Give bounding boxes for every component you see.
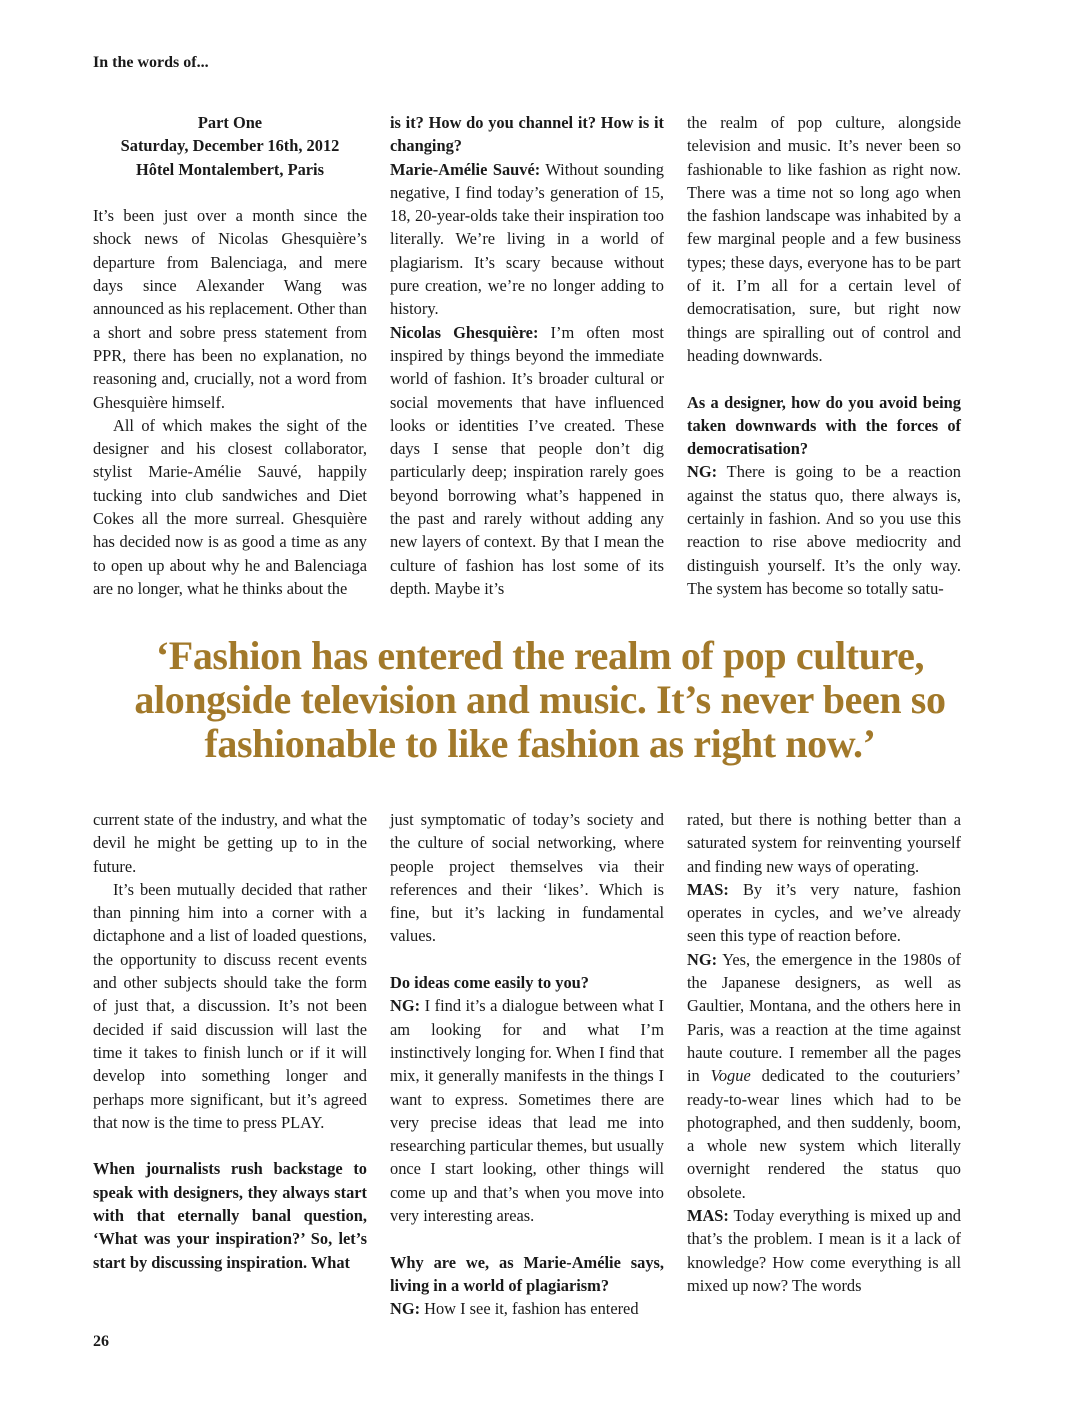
speaker-label: MAS:	[687, 1206, 729, 1226]
top-columns	[93, 111, 961, 600]
answer-text: By it’s very nature, fashion operates in cycles, and we’ve already seen this type of reaction before.	[687, 879, 961, 946]
answer-continuation: the realm of pop culture, alongside television and music. It’s never been so fashionable to like fashion as right now. There was a time not so long ago when the fashion landscape was inhabited by a few marginal people and a few business types; these days, everyone has to be part of it. I’m all for a certain level of democratisation, sure, but right now things are spiralling out of control and heading downwards.	[687, 113, 961, 365]
answer-paragraph	[390, 321, 664, 601]
heading-part: Part One	[197, 113, 263, 132]
question-continuation: is it? How do you channel it? How is it changing?	[390, 113, 664, 156]
top-column-2	[390, 111, 664, 600]
answer-text: Yes, the emergence in the 1980s of the Japanese designers, as well as Gaultier, Montana, and the others here in Paris, was a reaction at the time against haute couture. I remember all the pages in	[687, 949, 961, 1086]
heading-location: Hôtel Montalembert, Paris	[136, 159, 324, 179]
bottom-columns	[93, 808, 961, 1321]
pull-quote-line: alongside television and music. It’s never been so	[134, 677, 946, 722]
answer-paragraph	[687, 1204, 961, 1297]
intro-paragraph-1: It’s been just over a month since the shock news of Nicolas Ghesquière’s departure from Balenciaga, and mere days since Alexander Wang was announced as his replacement. Other than a short and sobre press statement from PPR, there has been no explanation, no reasoning and, crucially, not a word from Ghesquière himself.	[93, 206, 367, 412]
intro-paragraph-2: All of which makes the sight of the designer and his closest collaborator, stylist Marie-Amélie Sauvé, happily tucking into club sandwiches and Diet Cokes all the more surreal. Ghesquière has decided now is as good a time as any to open up about why he and Balenciaga are no longer, what he thinks about the	[93, 415, 367, 598]
speaker-label: Nicolas Ghesquière:	[390, 322, 539, 342]
answer-text: Without sounding negative, I find today’s generation of 15, 18, 20-year-olds take their inspiration too literally. We’re living in a world of plagiarism. It’s scary because without pure creation, we’re no longer adding to history.	[390, 159, 664, 319]
question: When journalists rush backstage to speak with designers, they always start with that eternally banal question, ‘What was your inspiration?’ So, let’s start by discussing inspiration. What	[93, 1159, 367, 1272]
intro-paragraph-3: It’s been mutually decided that rather than pinning him into a corner with a dictaphone and a list of loaded questions, the opportunity to discuss recent events and other subjects should take the form of just that, a discussion. It’s not been decided if said discussion will last the time it takes to finish lunch or if it will develop into something longer and perhaps more significant, but it’s agreed that now is the time to press PLAY.	[93, 879, 367, 1132]
answer-paragraph	[687, 948, 961, 1204]
page-number: 26	[93, 1333, 109, 1350]
bottom-column-1	[93, 808, 367, 1321]
answer-text: dedicated to the couturiers’ ready-to-wear lines which had to be photographed, and then suddenly, boom, a whole new system which literally overnight rendered the status quo obsolete.	[687, 1066, 961, 1202]
magazine-title: Vogue	[710, 1066, 751, 1086]
article-heading	[93, 111, 367, 181]
pull-quote-line: ‘Fashion has entered the realm of pop culture,	[155, 633, 925, 678]
pull-quote	[60, 634, 1020, 766]
answer-text: There is going to be a reaction against the status quo, there always is, certainly in fashion. And so you use this reaction to rise above mediocrity and distinguish yourself. It’s the only way. The system has become so totally satu-	[687, 462, 961, 598]
question: Do ideas come easily to you?	[390, 973, 589, 993]
answer-continuation: rated, but there is nothing better than a saturated system for reinventing yourself and finding new ways of operating.	[687, 810, 961, 876]
speaker-label: MAS:	[687, 879, 729, 899]
answer-paragraph	[687, 878, 961, 948]
answer-text: I’m often most inspired by things beyond the immediate world of fashion. It’s broader cultural or social movements that have influenced looks or identities I’ve created. These days I sense that people don’t dig particularly deep; inspiration rarely goes beyond borrowing what’s happened in the past and rarely without adding any new layers of context. By that I mean the culture of fashion has lost some of its depth. Maybe it’s	[390, 322, 664, 598]
answer-text: How I see it, fashion has entered	[420, 1299, 639, 1319]
pull-quote-line: fashionable to like fashion as right now.’	[204, 721, 876, 766]
speaker-label: NG:	[390, 996, 421, 1016]
speaker-label: NG:	[687, 949, 718, 969]
answer-text: Today everything is mixed up and that’s the problem. I mean is it a lack of knowledge? How come everything is all mixed up now? The words	[687, 1206, 961, 1295]
answer-paragraph	[390, 158, 664, 321]
answer-text: I find it’s a dialogue between what I am looking for and what I’m instinctively longing for. When I find that mix, it generally manifests in the things I want to express. Sometimes there are very precise ideas that lead me into researching particular themes, but usually once I start looking, other things will come up and that’s when you move into very interesting areas.	[390, 996, 664, 1226]
answer-continuation: just symptomatic of today’s society and the culture of social networking, where people project themselves via their references and their ‘likes’. Which is fine, but it’s lacking in fundamental values.	[390, 810, 664, 946]
answer-paragraph	[390, 1297, 664, 1320]
top-column-3	[687, 111, 961, 600]
speaker-label: Marie-Amélie Sauvé:	[390, 159, 541, 179]
speaker-label: NG:	[687, 462, 718, 482]
answer-paragraph	[390, 994, 664, 1227]
running-head: In the words of...	[93, 54, 209, 71]
answer-paragraph	[687, 460, 961, 600]
heading-date: Saturday, December 16th, 2012	[120, 136, 340, 156]
speaker-label: NG:	[390, 1299, 421, 1319]
top-column-1	[93, 111, 367, 600]
question: Why are we, as Marie-Amélie says, living in a world of plagiarism?	[390, 1252, 664, 1295]
bottom-column-3	[687, 808, 961, 1321]
intro-continuation: current state of the industry, and what the devil he might be getting up to in the future.	[93, 810, 367, 876]
bottom-column-2	[390, 808, 664, 1321]
question: As a designer, how do you avoid being taken downwards with the forces of democratisation?	[687, 392, 961, 459]
